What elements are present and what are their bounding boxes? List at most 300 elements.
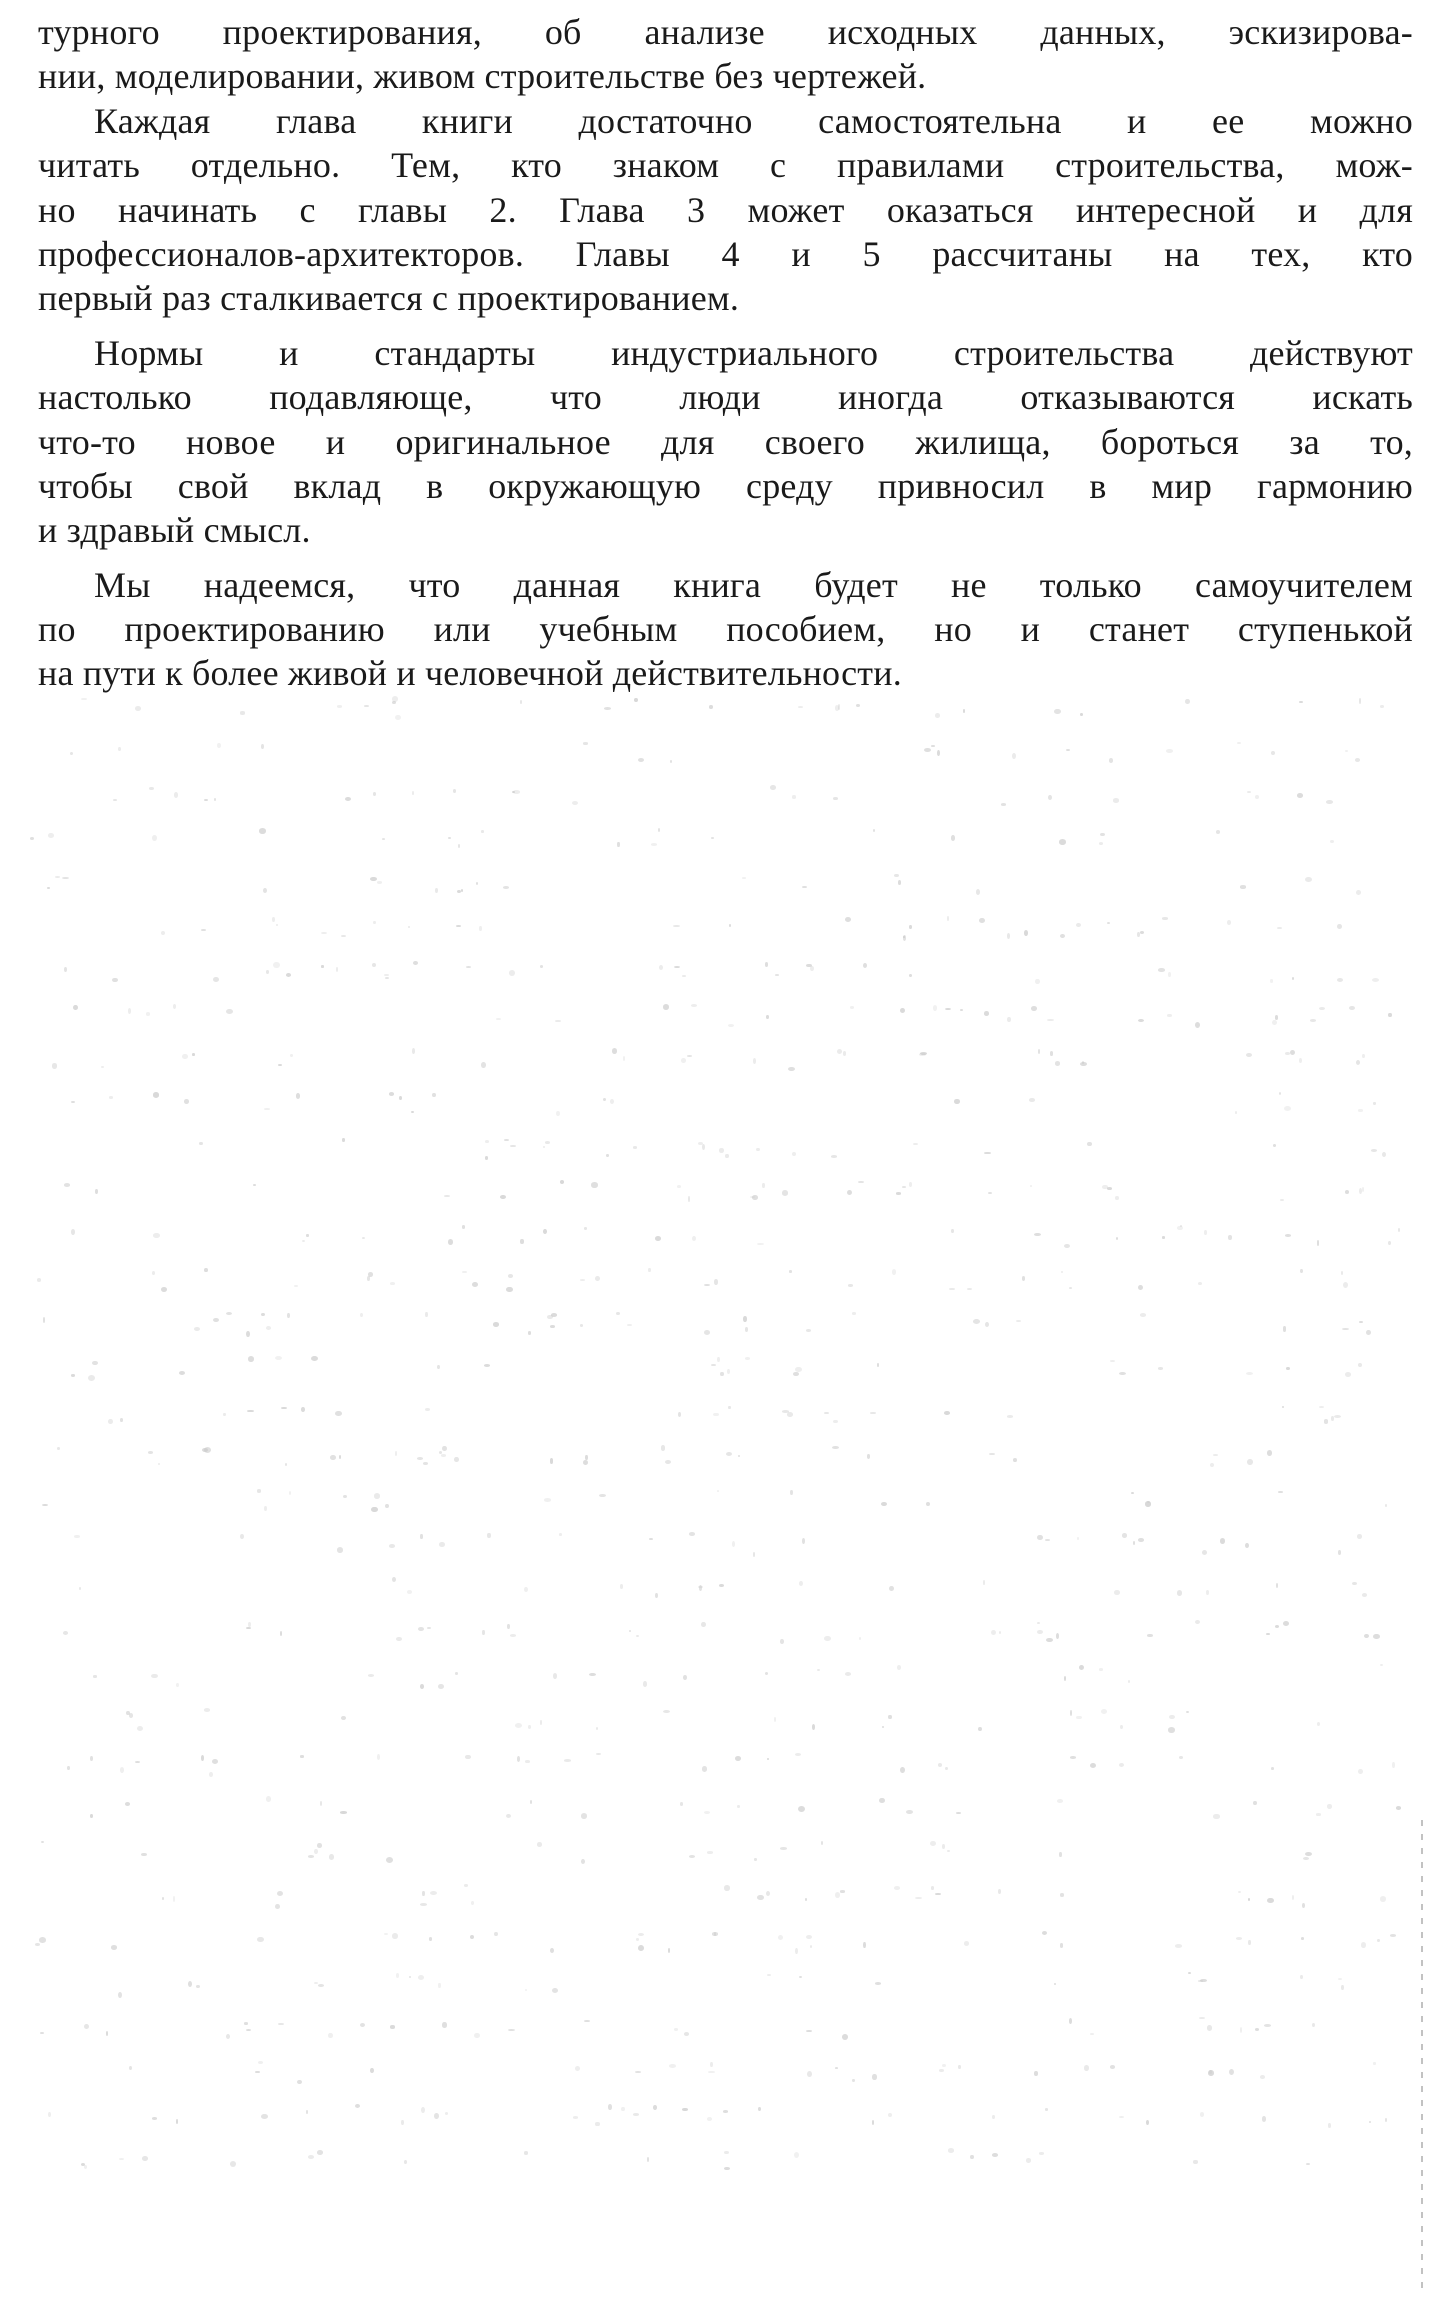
noise-speck	[289, 1491, 292, 1495]
noise-speck	[894, 1886, 900, 1890]
noise-speck	[520, 1239, 524, 1243]
noise-speck	[1337, 978, 1343, 982]
noise-speck	[583, 742, 588, 744]
noise-speck	[687, 1055, 692, 1057]
noise-speck	[1119, 1372, 1126, 1375]
noise-speck	[963, 709, 965, 713]
noise-speck	[337, 1547, 343, 1553]
noise-speck	[1070, 1710, 1072, 1716]
noise-speck	[1328, 2123, 1331, 2128]
noise-speck	[213, 1318, 219, 1322]
noise-speck	[1273, 1144, 1276, 1147]
noise-speck	[821, 1841, 823, 1845]
noise-speck	[926, 1502, 930, 1506]
noise-speck	[833, 797, 838, 800]
noise-speck	[757, 1243, 764, 1245]
noise-speck	[684, 2032, 689, 2036]
noise-speck	[472, 1282, 478, 1287]
noise-speck	[201, 1755, 204, 1760]
noise-speck	[278, 2023, 284, 2025]
noise-speck	[898, 880, 901, 885]
noise-speck	[973, 1319, 980, 1324]
noise-speck	[1359, 1188, 1362, 1194]
noise-speck	[1338, 1978, 1342, 1980]
noise-speck	[655, 1236, 661, 1241]
noise-speck	[261, 2114, 268, 2119]
noise-speck	[429, 1937, 432, 1940]
noise-speck	[1107, 1187, 1112, 1190]
noise-speck	[500, 1195, 506, 1199]
noise-speck	[787, 1412, 794, 1417]
noise-speck	[933, 1005, 937, 1011]
noise-speck	[1213, 1814, 1219, 1818]
noise-speck	[1345, 1372, 1351, 1377]
noise-speck	[902, 1186, 906, 1189]
noise-speck	[201, 929, 205, 931]
noise-speck	[464, 1884, 469, 1887]
noise-speck	[1278, 1491, 1283, 1494]
noise-speck	[1158, 1367, 1163, 1370]
noise-speck	[1047, 1019, 1054, 1021]
noise-speck	[525, 1989, 527, 1991]
noise-speck	[112, 978, 118, 983]
noise-speck	[1038, 1049, 1040, 1054]
noise-speck	[294, 1285, 298, 1287]
noise-speck	[261, 744, 264, 749]
noise-speck	[149, 787, 154, 791]
noise-speck	[683, 1675, 687, 1680]
noise-speck	[649, 1538, 653, 1540]
noise-speck	[998, 1889, 1002, 1894]
noise-speck	[935, 713, 941, 718]
noise-speck	[1193, 2160, 1197, 2163]
noise-speck	[659, 965, 663, 970]
text-line: Нормы и стандарты индустриального строительства действуют	[94, 332, 1413, 373]
noise-speck	[945, 1008, 951, 1010]
noise-speck	[924, 748, 931, 752]
noise-speck	[321, 932, 328, 934]
noise-speck	[1198, 1282, 1202, 1285]
noise-speck	[496, 1018, 501, 1020]
noise-speck	[875, 1982, 881, 1985]
noise-speck	[1362, 1054, 1365, 1058]
noise-speck	[437, 1365, 440, 1369]
noise-speck	[935, 1893, 941, 1896]
noise-speck	[422, 1891, 424, 1896]
noise-speck	[545, 1141, 550, 1144]
noise-speck	[1334, 1415, 1341, 1418]
noise-speck	[504, 1139, 509, 1141]
noise-speck	[420, 1903, 427, 1906]
noise-speck	[1099, 1668, 1103, 1671]
noise-speck	[595, 2122, 599, 2125]
noise-speck	[596, 1753, 601, 1755]
noise-speck	[506, 1814, 511, 1818]
noise-speck	[1206, 1590, 1209, 1595]
noise-speck	[945, 1767, 948, 1770]
noise-speck	[670, 760, 672, 763]
noise-speck	[1109, 758, 1113, 763]
noise-speck	[724, 1885, 729, 1890]
noise-speck	[745, 1357, 750, 1360]
noise-speck	[73, 1005, 78, 1010]
noise-speck	[1240, 885, 1247, 888]
noise-speck	[835, 2067, 839, 2069]
noise-speck	[604, 707, 611, 710]
noise-speck	[425, 1408, 431, 1412]
noise-speck	[837, 1049, 842, 1054]
noise-speck	[67, 1766, 70, 1770]
noise-speck	[48, 833, 53, 838]
noise-speck	[1122, 1533, 1127, 1537]
noise-speck	[370, 2068, 374, 2073]
noise-speck	[372, 963, 376, 967]
noise-speck	[161, 931, 166, 936]
noise-speck	[430, 1891, 437, 1895]
noise-speck	[681, 1058, 686, 1063]
noise-speck	[711, 837, 715, 839]
noise-speck	[30, 837, 34, 840]
noise-speck	[727, 1369, 730, 1374]
noise-speck	[795, 1753, 801, 1756]
noise-speck	[257, 1489, 262, 1493]
noise-speck	[956, 1812, 962, 1814]
page-edge-shadow	[1421, 1820, 1423, 2290]
noise-speck	[194, 1327, 200, 1331]
noise-speck	[395, 1451, 398, 1456]
noise-speck	[743, 1316, 746, 1321]
noise-speck	[246, 1627, 252, 1629]
noise-speck	[1034, 1233, 1040, 1236]
noise-speck	[1045, 1539, 1050, 1541]
noise-speck	[1138, 1285, 1143, 1290]
noise-speck	[1388, 1013, 1391, 1017]
noise-speck	[888, 1715, 891, 1720]
noise-speck	[897, 1665, 901, 1670]
noise-speck	[792, 795, 796, 798]
noise-speck	[261, 1313, 265, 1317]
noise-speck	[474, 2033, 480, 2039]
noise-speck	[1037, 1622, 1040, 1624]
noise-speck	[1013, 1458, 1018, 1462]
noise-speck	[302, 1240, 305, 1242]
noise-speck	[682, 2108, 688, 2112]
noise-speck	[407, 1590, 413, 1594]
noise-speck	[1175, 1944, 1182, 1947]
noise-speck	[88, 1375, 95, 1381]
noise-speck	[1267, 1898, 1273, 1903]
noise-speck	[1343, 1282, 1348, 1288]
noise-speck	[774, 1717, 776, 1722]
noise-speck	[318, 1984, 325, 1987]
noise-speck	[339, 1455, 341, 1459]
noise-speck	[806, 1329, 811, 1332]
noise-speck	[627, 1324, 632, 1326]
noise-speck	[931, 745, 935, 748]
noise-speck	[540, 965, 543, 968]
noise-speck	[689, 1532, 695, 1535]
noise-speck	[1267, 1450, 1272, 1456]
noise-speck	[1280, 1199, 1284, 1201]
noise-speck	[636, 1938, 640, 1941]
noise-speck	[1236, 1937, 1242, 1940]
noise-speck	[277, 1891, 283, 1896]
noise-speck	[1120, 1725, 1123, 1730]
noise-speck	[90, 1756, 93, 1761]
noise-speck	[355, 2104, 360, 2108]
noise-speck	[417, 1457, 423, 1460]
noise-speck	[412, 791, 414, 795]
noise-speck	[583, 1460, 588, 1465]
noise-speck	[184, 1099, 189, 1104]
noise-speck	[448, 837, 450, 839]
noise-speck	[1090, 2033, 1094, 2035]
noise-speck	[371, 1507, 378, 1513]
text-line: турного проектирования, об анализе исходных данных, эскизирова-	[38, 12, 1413, 52]
noise-speck	[1007, 933, 1010, 938]
noise-speck	[767, 1974, 772, 1977]
noise-speck	[798, 706, 803, 709]
noise-speck	[390, 2025, 395, 2028]
noise-speck	[55, 876, 60, 878]
noise-speck	[1168, 972, 1170, 977]
noise-speck	[831, 1155, 837, 1157]
noise-speck	[817, 1669, 821, 1672]
noise-speck	[723, 2110, 728, 2113]
noise-speck	[765, 962, 768, 967]
noise-speck	[435, 888, 438, 893]
noise-speck	[90, 1814, 93, 1818]
noise-speck	[413, 961, 418, 965]
noise-speck	[272, 917, 275, 922]
noise-speck	[1202, 1550, 1208, 1555]
noise-speck	[1114, 1590, 1120, 1595]
noise-speck	[753, 1552, 755, 1557]
noise-speck	[438, 1684, 444, 1689]
noise-speck	[57, 1447, 60, 1450]
noise-speck	[1169, 1715, 1175, 1720]
noise-speck	[1060, 1893, 1065, 1897]
noise-speck	[1275, 1625, 1279, 1628]
noise-speck	[788, 1067, 795, 1071]
noise-speck	[714, 1279, 718, 1284]
noise-speck	[591, 1182, 597, 1187]
noise-speck	[1262, 2116, 1267, 2121]
noise-speck	[1247, 1459, 1252, 1465]
noise-speck	[802, 1538, 805, 1544]
noise-speck	[651, 843, 657, 845]
noise-speck	[1272, 1020, 1277, 1025]
noise-speck	[985, 1322, 989, 1327]
noise-speck	[738, 1455, 740, 1457]
noise-speck	[1264, 2024, 1271, 2027]
noise-speck	[386, 1857, 393, 1863]
noise-speck	[1012, 753, 1016, 759]
noise-speck	[1292, 1895, 1294, 1900]
noise-speck	[1341, 1985, 1344, 1991]
noise-speck	[1147, 1634, 1153, 1638]
noise-speck	[1216, 830, 1220, 834]
noise-speck	[1255, 2028, 1259, 2031]
noise-speck	[1385, 2118, 1388, 2122]
noise-speck	[1031, 1006, 1037, 1011]
noise-speck	[152, 1271, 155, 1275]
noise-speck	[362, 1237, 365, 1239]
noise-speck	[1380, 1896, 1386, 1902]
noise-speck	[564, 1759, 571, 1761]
noise-speck	[581, 1813, 587, 1818]
noise-speck	[423, 1462, 428, 1465]
noise-speck	[881, 1502, 887, 1507]
noise-speck	[870, 1412, 876, 1415]
noise-speck	[704, 1330, 710, 1335]
noise-speck	[482, 1630, 484, 1635]
noise-speck	[1054, 709, 1061, 714]
noise-speck	[882, 1726, 885, 1729]
noise-speck	[515, 1723, 522, 1728]
noise-speck	[524, 2151, 528, 2154]
noise-speck	[377, 1754, 381, 1760]
noise-speck	[688, 1196, 690, 1202]
noise-speck	[308, 1855, 314, 1857]
noise-speck	[850, 1006, 854, 1009]
noise-speck	[984, 1152, 991, 1155]
noise-speck	[1228, 1235, 1233, 1240]
noise-speck	[84, 2165, 87, 2169]
noise-speck	[1266, 1633, 1270, 1635]
noise-speck	[879, 1798, 885, 1803]
noise-speck	[633, 2113, 638, 2116]
noise-speck	[1037, 1535, 1042, 1540]
noise-speck	[1305, 1852, 1312, 1856]
noise-speck	[843, 1051, 847, 1056]
noise-speck	[39, 1937, 46, 1943]
noise-speck	[1080, 713, 1083, 716]
noise-speck	[544, 1498, 551, 1501]
noise-speck	[938, 1763, 942, 1767]
noise-speck	[506, 1287, 512, 1292]
noise-speck	[1115, 1196, 1119, 1201]
noise-speck	[1385, 1504, 1387, 1507]
noise-speck	[799, 1581, 803, 1586]
noise-speck	[290, 1054, 293, 1056]
noise-speck	[199, 1142, 203, 1146]
noise-speck	[128, 1008, 131, 1014]
noise-speck	[1029, 1098, 1035, 1102]
noise-speck	[508, 2029, 515, 2031]
noise-speck	[960, 1009, 963, 1011]
noise-speck	[42, 1504, 48, 1506]
noise-speck	[713, 1413, 718, 1417]
noise-speck	[84, 2024, 89, 2029]
noise-speck	[1140, 1313, 1146, 1317]
noise-speck	[142, 2156, 148, 2161]
noise-speck	[1282, 1406, 1284, 1408]
noise-speck	[126, 1711, 130, 1715]
noise-speck	[1195, 1620, 1200, 1624]
noise-speck	[1330, 840, 1334, 843]
noise-speck	[418, 1975, 424, 1980]
noise-speck	[678, 1412, 681, 1417]
noise-speck	[1057, 1799, 1063, 1803]
noise-speck	[456, 925, 461, 927]
noise-speck	[556, 1111, 560, 1117]
noise-speck	[300, 1755, 303, 1757]
noise-speck	[1177, 1226, 1182, 1230]
noise-speck	[543, 1146, 545, 1148]
noise-speck	[550, 1458, 554, 1464]
noise-speck	[872, 2120, 874, 2124]
noise-speck	[476, 882, 478, 885]
noise-speck	[280, 1631, 282, 1636]
noise-speck	[1045, 2108, 1048, 2110]
noise-speck	[337, 705, 342, 708]
noise-speck	[655, 1593, 658, 1598]
noise-speck	[1034, 2071, 1038, 2075]
noise-speck	[517, 1756, 521, 1762]
noise-speck	[321, 965, 324, 967]
noise-speck	[296, 1093, 300, 1098]
noise-speck	[1037, 1630, 1042, 1634]
noise-speck	[913, 1143, 918, 1145]
noise-speck	[120, 1767, 124, 1773]
noise-speck	[770, 785, 776, 789]
noise-speck	[766, 1891, 770, 1896]
noise-speck	[589, 1673, 595, 1676]
noise-speck	[1100, 833, 1104, 836]
noise-speck	[900, 1008, 905, 1013]
noise-speck	[1345, 750, 1349, 752]
noise-speck	[301, 1407, 305, 1412]
noise-speck	[385, 977, 389, 979]
noise-speck	[1300, 1269, 1303, 1273]
noise-speck	[1166, 749, 1173, 754]
noise-speck	[1022, 1276, 1025, 1281]
noise-speck	[1060, 1943, 1064, 1947]
noise-speck	[543, 1229, 547, 1234]
noise-speck	[789, 1270, 792, 1272]
noise-speck	[399, 1096, 402, 1100]
noise-speck	[373, 792, 376, 796]
noise-speck	[493, 1322, 499, 1326]
noise-speck	[1359, 698, 1361, 704]
noise-speck	[37, 1278, 41, 1282]
noise-speck	[794, 2152, 799, 2158]
noise-speck	[775, 974, 779, 977]
noise-speck	[795, 1948, 797, 1954]
noise-speck	[275, 1356, 282, 1360]
show-through-noise	[30, 690, 1420, 2290]
noise-speck	[485, 1156, 489, 1160]
noise-speck	[320, 1801, 323, 1807]
noise-speck	[704, 1284, 711, 1286]
noise-speck	[1341, 1271, 1344, 1275]
noise-speck	[1356, 890, 1361, 895]
noise-speck	[411, 1111, 414, 1114]
noise-speck	[682, 975, 686, 978]
noise-speck	[329, 1854, 335, 1860]
noise-speck	[1133, 1541, 1136, 1545]
noise-speck	[867, 1454, 870, 1458]
noise-speck	[306, 2110, 308, 2115]
noise-speck	[340, 1811, 346, 1813]
noise-speck	[507, 1624, 510, 1630]
noise-speck	[1392, 1762, 1395, 1767]
noise-speck	[106, 2031, 108, 2036]
noise-speck	[669, 2064, 675, 2068]
noise-speck	[1220, 1538, 1225, 1543]
noise-speck	[275, 1904, 280, 1910]
